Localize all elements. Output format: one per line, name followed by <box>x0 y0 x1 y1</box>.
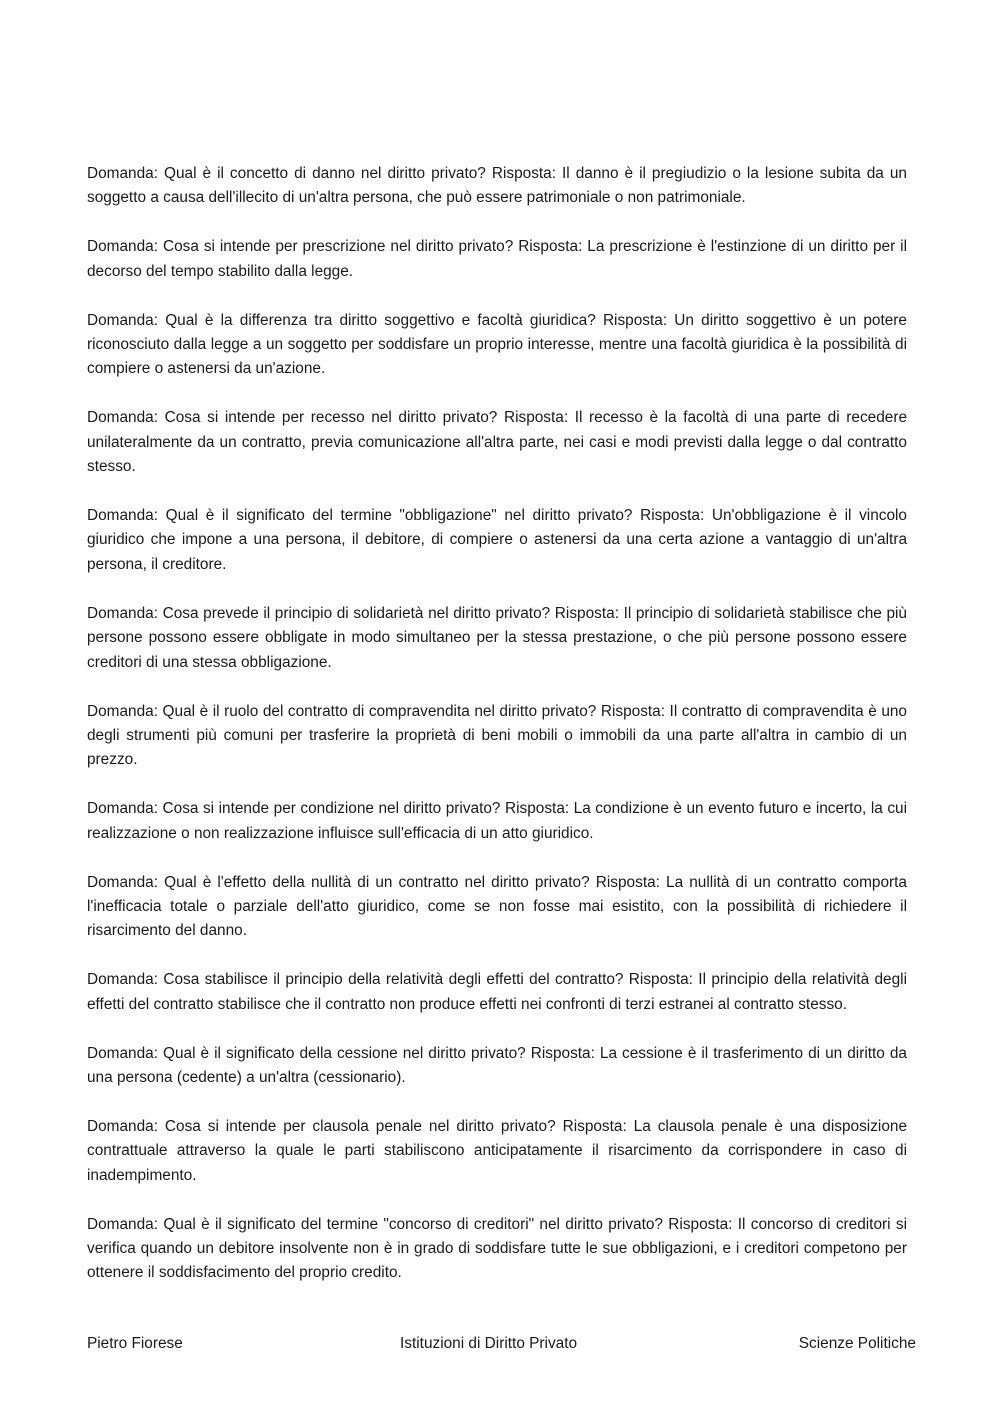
footer-course: Istituzioni di Diritto Privato <box>400 1335 578 1352</box>
qa-paragraph-7: Domanda: Qual è il ruolo del contratto di compravendita nel diritto privato? Risposta: Il contratto di compravendita è uno degli strumenti più comuni per trasferire la proprietà di beni mobili o immobili da una parte all'altra in cambio di un prezzo. <box>87 702 907 769</box>
qa-paragraph-10: Domanda: Cosa stabilisce il principio della relatività degli effetti del contratto? Risposta: Il principio della relatività degli effetti del contratto stabilisce che il contratto non produce effetti nei confronti di terzi estranei al contratto stesso. <box>87 971 907 1013</box>
qa-paragraph-8: Domanda: Cosa si intende per condizione nel diritto privato? Risposta: La condizione è un evento futuro e incerto, la cui realizzazione o non realizzazione influisce sull'efficacia di un atto giuridico. <box>87 800 907 842</box>
qa-paragraph-3: Domanda: Qual è la differenza tra diritto soggettivo e facoltà giuridica? Risposta: Un diritto soggettivo è un potere riconosciuto dalla legge a un soggetto per soddisfare un proprio interesse, mentre una facoltà giuridica è la possibilità di compiere o astenersi da un'azione. <box>87 311 907 378</box>
footer-faculty: Scienze Politiche <box>798 1335 916 1352</box>
page-footer <box>87 1331 916 1357</box>
qa-paragraph-5: Domanda: Qual è il significato del termine "obbligazione" nel diritto privato? Risposta: Un'obbligazione è il vincolo giuridico che impone a una persona, il debitore, di compiere o astenersi da una certa azione a vantaggio di un'altra persona, il creditore. <box>87 507 907 573</box>
footer-author: Pietro Fiorese <box>87 1335 183 1352</box>
qa-paragraph-13: Domanda: Qual è il significato del termine "concorso di creditori" nel diritto privato? Risposta: Il concorso di creditori si verifica quando un debitore insolvente non è in grado di soddisfare tutte le sue obbligazioni, e i creditori competono per ottenere il soddisfacimento del proprio credito. <box>87 1215 907 1282</box>
qa-paragraph-1: Domanda: Qual è il concetto di danno nel diritto privato? Risposta: Il danno è il pregiudizio o la lesione subita da un soggetto a causa dell'illecito di un'altra persona, che può essere patrimoniale o non patrimoniale. <box>87 165 907 207</box>
qa-paragraph-6: Domanda: Cosa prevede il principio di solidarietà nel diritto privato? Risposta: Il principio di solidarietà stabilisce che più persone possono essere obbligate in modo simultaneo per la stessa prestazione, o che più persone possono essere creditori di una stessa obbligazione. <box>87 604 907 671</box>
qa-paragraph-2: Domanda: Cosa si intende per prescrizione nel diritto privato? Risposta: La prescrizione è l'estinzione di un diritto per il decorso del tempo stabilito dalla legge. <box>87 238 907 280</box>
qa-paragraph-9: Domanda: Qual è l'effetto della nullità di un contratto nel diritto privato? Risposta: La nullità di un contratto comporta l'inefficacia totale o parziale dell'atto giuridico, come se non fosse mai esistito, con la possibilità di richiedere il risarcimento del danno. <box>87 873 907 940</box>
qa-paragraph-11: Domanda: Qual è il significato della cessione nel diritto privato? Risposta: La cessione è il trasferimento di un diritto da una persona (cedente) a un'altra (cessionario). <box>87 1044 907 1086</box>
qa-paragraph-12: Domanda: Cosa si intende per clausola penale nel diritto privato? Risposta: La clausola penale è una disposizione contrattuale attraverso la quale le parti stabiliscono anticipatamente il risarcimento da corrispondere in caso di inadempimento. <box>87 1117 907 1184</box>
qa-paragraph-4: Domanda: Cosa si intende per recesso nel diritto privato? Risposta: Il recesso è la facoltà di una parte di recedere unilateralmente da un contratto, previa comunicazione all'altra parte, nei casi e modi previsti dalla legge o dal contratto stesso. <box>87 409 907 476</box>
document-body <box>87 162 907 1310</box>
